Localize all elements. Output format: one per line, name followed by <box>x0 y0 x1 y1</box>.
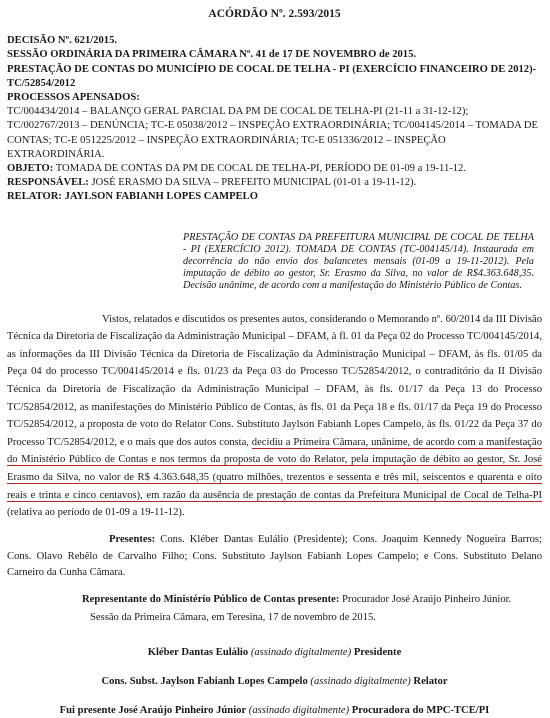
prestacao-line: PRESTAÇÃO DE CONTAS DO MUNICÍPIO DE COCAL DE TELHA - PI (EXERCÍCIO FINANCEIRO DE 2012)- TC/52854/2012 <box>7 63 537 89</box>
relator-line: RELATOR: JAYLSON FABIANH LOPES CAMPELO <box>7 191 258 203</box>
apensados-list: TC/004434/2014 – BALANÇO GERAL PARCIAL DA PM DE COCAL DE TELHA-PI (21-11 a 31-12-12); TC/002767/2013 – DENÚNCIA; TC-E 05038/2012 – INSPEÇÃO EXTRAORDINÁRIA; TC/004145/2014 – TOMADA DE CONTAS; TC-E 051225/2012 – INSPEÇÃO EXTRAORDINÁRIA; TC-E 051336/2012 – INSPEÇÃO EXTRAORDINÁRIA. <box>7 106 538 160</box>
main-paragraph <box>7 311 542 522</box>
signature-presidente <box>7 646 542 660</box>
responsavel-label: RESPONSÁVEL: <box>7 177 89 189</box>
objeto-text: TOMADA DE CONTAS DA PM DE COCAL DE TELHA-PI, PERÍODO DE 01-09 a 19-11-12. <box>53 163 467 175</box>
representante-text: Procurador José Araújo Pinheiro Júnior. <box>339 594 512 606</box>
signature-name: Cons. Subst. Jaylson Fabianh Lopes Campelo <box>101 675 308 687</box>
responsavel-line <box>7 176 542 190</box>
decisao-line: DECISÃO Nº. 621/2015. <box>7 35 118 47</box>
signature-role: Relator <box>413 675 448 687</box>
objeto-label: OBJETO: <box>7 163 54 175</box>
presentes-label: Presentes: <box>109 533 156 545</box>
apensados-label: PROCESSOS APENSADOS: <box>7 92 140 104</box>
representante-line <box>82 593 542 607</box>
header-block <box>7 34 542 204</box>
objeto-line <box>7 162 542 176</box>
signature-procuradora <box>7 704 542 718</box>
main-paragraph-intro: Vistos, relatados e discutidos os presentes autos, considerando o Memorando nº. 60/2014 da III Divisão Técnica da Diretoria de Fiscalização da Administração Municipal – DFAM, à fl. 01 da Peça 02 do Processo TC/004145/2014, as informações da III Divisão Técnica da Diretoria de Fiscalização da Administração Municipal – DFAM, às fls. 01/05 da Peça 04 do processo TC/004145/2014 e fls. 01/23 da Peça 03 do Processo TC/52854/2012, o contraditório da II Divisão Técnica da Diretoria de Fiscalização da Administração Municipal – DFAM, às fls. 01/17 da Peça 13 do Processo TC/52854/2012, as manifestações do Ministério Público de Contas, às fls. 01 da Peça 18 e fls. 01/17 da Peça 19 do Processo TC/52854/2012, a proposta de voto do Relator Cons. Substituto Jaylson Fabianh Lopes Campelo, às fls. 01/22 da Peça 37 do Processo TC/52854/2012, e o mais que dos autos consta, <box>7 313 542 448</box>
decision-highlight: decidiu a Primeira Câmara, unânime, de acordo com a manifestação do Ministério Público de Contas e nos termos da proposta de voto do Relator, pela imputação de débito ao gestor, Sr. José Erasmo da Silva, no valor de R$ 4.363.648,35 (quatro milhões, trezentos e sessenta e três mil, seiscentos e quarenta e oito reais e trinta e cinco centavos), em razão da ausência de prestação de contas da Prefeitura Municipal de Cocal de Telha-PI <box>7 436 542 501</box>
session-date-line: Sessão da Primeira Câmara, em Teresina, 17 de novembro de 2015. <box>90 612 376 624</box>
signature-role: Procuradora do MPC-TCE/PI <box>351 704 490 716</box>
signature-name: Kléber Dantas Eulálio <box>147 646 249 658</box>
responsavel-text: JOSÉ ERASMO DA SILVA – PREFEITO MUNICIPAL (01-01 a 19-11-12). <box>88 177 417 189</box>
signature-name: Fui presente José Araújo Pinheiro Júnior <box>59 704 247 716</box>
signature-note: (assinado digitalmente) <box>246 704 352 716</box>
signature-note: (assinado digitalmente) <box>307 675 414 687</box>
signature-role: Presidente <box>353 646 402 658</box>
representante-label: Representante do Ministério Público de Contas presente: <box>82 594 340 606</box>
sessao-line: SESSÃO ORDINÁRIA DA PRIMEIRA CÂMARA Nº. 41 de 17 DE NOVEMBRO de 2015. <box>7 49 417 61</box>
main-paragraph-end: (relativa ao período de 01-09 a 19-11-12). <box>7 507 185 519</box>
document-title: ACÓRDÃO Nº. 2.593/2015 <box>208 8 341 20</box>
presentes-text: Cons. Kléber Dantas Eulálio (Presidente); Cons. Joaquim Kennedy Nogueira Barros; Cons. Olavo Rebêlo de Carvalho Filho; Cons. Substituto Jaylson Fabianh Lopes Campelo; e Cons. Substituto Delano Carneiro da Cunha Câmara. <box>7 533 542 579</box>
ementa: PRESTAÇÃO DE CONTAS DA PREFEITURA MUNICIPAL DE COCAL DE TELHA - PI (EXERCÍCIO 2012). TOMADA DE CONTAS (TC-004145/14). Instaurada em decorrência do não envio dos balancetes mensais (01-09 a 19-11-2012). Pela imputação de débito ao gestor, Sr. Erasmo da Silva, no valor de R$4.363.648,35. Decisão unânime, de acordo com a manifestação do Ministério Público de Contas. <box>183 231 534 292</box>
signature-note: (assinado digitalmente) <box>248 646 354 658</box>
signature-relator <box>7 675 542 689</box>
presentes-paragraph <box>7 532 542 582</box>
